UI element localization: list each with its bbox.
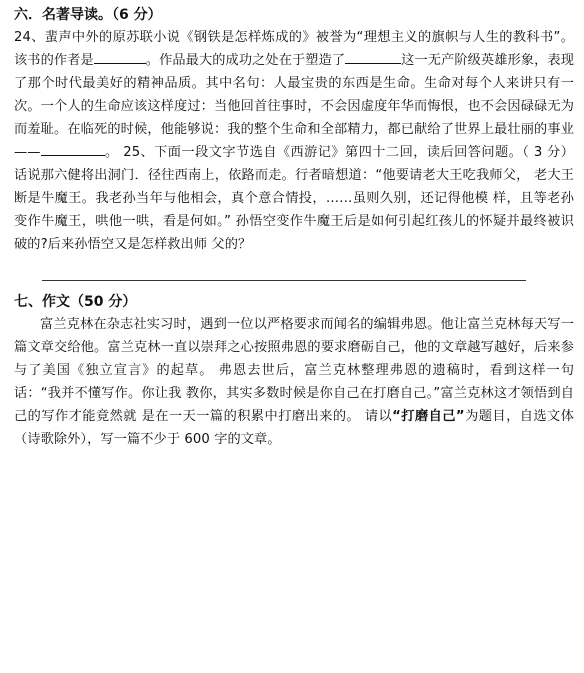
q24-text-part3: 这一无产阶级英雄形象，表现了那个时代最美好的精神品质。其中名句：人最宝贵的东西是生命。生命对每个人来讲只有一次。一个人的生命应该这样度过：当他回首往事时，不会因虚度年华而悔恨，也不会因碌碌无为而羞耻。在临死的时候，他能够说：我的整个生命和全部精力，都已献给了世界上最壮丽的事业—— <box>14 53 574 160</box>
q24-text-part4: 。 <box>104 145 119 160</box>
q24-text-part2: 。作品最大的成功之处在于塑造了 <box>145 53 346 68</box>
essay-prompt-tail: 为题目，自选文体（诗歌除外），写一篇不少于 600 字的文章。 <box>14 409 575 447</box>
author-answer-blank[interactable] <box>94 49 146 64</box>
section6-heading: 六．名著导读。（6 分） <box>14 7 162 23</box>
hero-answer-blank[interactable] <box>345 49 401 64</box>
q24-text-part1: 24、蜚声中外的原苏联小说《钢铁是怎样炼成的》被誉为“理想主义的旗帜与人生的教科书”。该书的作者是 <box>14 30 574 68</box>
question-25: 25、下面一段文字节选自《西游记》第四十二回，读后回答问题。（ 3 分） 话说那六健将出洞门．径往西南上，依路而走。行者暗想道：“他要请老大王吃我师父， 老大王断是牛魔王。我老孙当年与他相会，真个意合情投，……虽则久别，还记得他模 样，且等老孙变作牛魔王，哄他一哄，看是何如。” 孙悟空变作牛魔王后是如何引起红孩儿的怀疑并最终被识破的?后来孙悟空又是怎样救出师 父的？ <box>14 145 574 252</box>
essay-title-topic: “打磨自己” <box>392 409 465 424</box>
exam-page <box>14 4 574 451</box>
essay-prompt-body: 富兰克林在杂志社实习时，遇到一位以严格要求而闻名的编辑弗恩。他让富兰克林每天写一篇文章交给他。富兰克林一直以崇拜之心按照弗恩的要求磨砺自己，他的文章越写越好，后来参与了美国《独立宣言》的起草。 弗恩去世后，富兰克林整理弗恩的遗稿时，看到这样一句话：“我并不懂写作。你让我 教你，其实多数时候是你自己在打磨自己。”富兰克林这才领悟到自己的写作才能竟然就 是在一天一篇的积累中打磨出来的。 请以 <box>14 317 574 424</box>
quote-answer-blank[interactable] <box>41 141 105 156</box>
q25-answer-line[interactable] <box>42 280 526 281</box>
question-24 <box>14 26 574 256</box>
essay-prompt <box>14 313 574 451</box>
section7-heading: 七、作文（50 分） <box>14 294 137 310</box>
